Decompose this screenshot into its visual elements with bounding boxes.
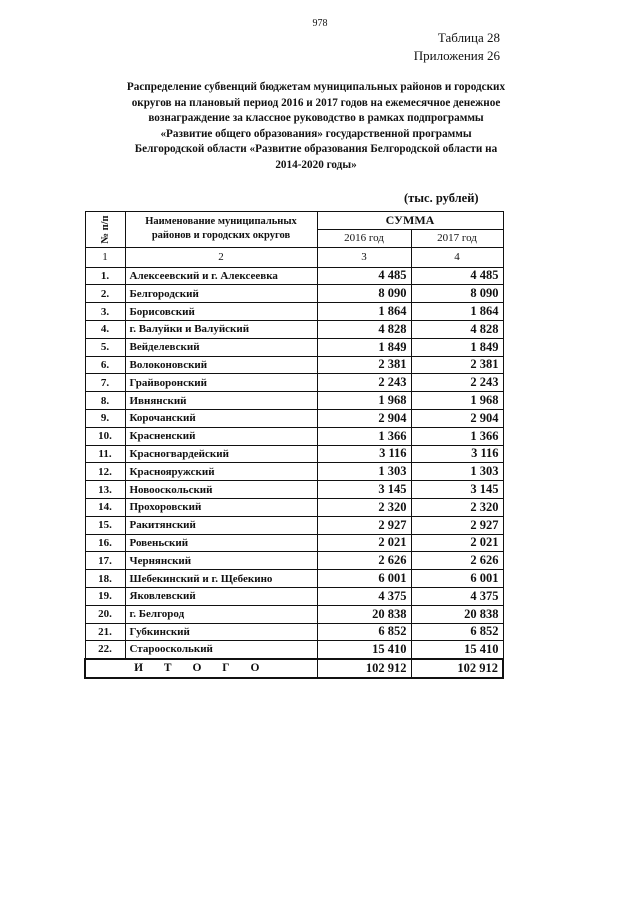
value-2016: 1 968	[317, 392, 411, 410]
value-2017: 4 828	[411, 320, 503, 338]
value-2016: 4 485	[317, 267, 411, 285]
table-row	[85, 445, 503, 463]
table-row	[85, 285, 503, 303]
title-line: «Развитие общего образования» государственной программы	[160, 127, 472, 140]
value-2016: 3 116	[317, 445, 411, 463]
value-2016: 20 838	[317, 605, 411, 623]
value-2016: 2 381	[317, 356, 411, 374]
district-name: Красненский	[125, 427, 317, 445]
table-row	[85, 605, 503, 623]
row-number: 2.	[85, 285, 125, 303]
district-name: Борисовский	[125, 303, 317, 321]
district-name: Ивнянский	[125, 392, 317, 410]
row-number: 9.	[85, 409, 125, 427]
value-2017: 4 375	[411, 587, 503, 605]
title-line: округов на плановый период 2016 и 2017 годов на ежемесячное денежное	[131, 96, 501, 109]
value-2016: 2 243	[317, 374, 411, 392]
table-row	[85, 498, 503, 516]
value-2016: 2 904	[317, 409, 411, 427]
value-2017: 2 381	[411, 356, 503, 374]
table-row	[85, 409, 503, 427]
value-2016: 6 852	[317, 623, 411, 641]
header-sum: СУММА	[317, 212, 503, 230]
header-name: Наименование муниципальных районов и городских округов	[125, 212, 317, 248]
district-name: Губкинский	[125, 623, 317, 641]
table-row	[85, 356, 503, 374]
value-2016: 6 001	[317, 570, 411, 588]
district-name: г. Белгород	[125, 605, 317, 623]
column-index-row	[85, 247, 503, 267]
header-year-2016: 2016 год	[317, 229, 411, 247]
row-number: 7.	[85, 374, 125, 392]
title-line: Распределение субвенций бюджетам муниципальных районов и городских	[126, 81, 506, 93]
row-number: 3.	[85, 303, 125, 321]
value-2016: 4 375	[317, 587, 411, 605]
value-2017: 2 626	[411, 552, 503, 570]
value-2017: 2 243	[411, 374, 503, 392]
table-row	[85, 303, 503, 321]
value-2016: 15 410	[317, 641, 411, 659]
column-index: 2	[125, 247, 317, 267]
value-2017: 2 927	[411, 516, 503, 534]
value-2016: 2 021	[317, 534, 411, 552]
value-2017: 3 116	[411, 445, 503, 463]
district-name: Новооскольский	[125, 481, 317, 499]
value-2017: 3 145	[411, 481, 503, 499]
table-row	[85, 374, 503, 392]
table-row	[85, 641, 503, 659]
value-2016: 8 090	[317, 285, 411, 303]
district-name: Яковлевский	[125, 587, 317, 605]
value-2017: 6 001	[411, 570, 503, 588]
value-2017: 4 485	[411, 267, 503, 285]
value-2017: 1 303	[411, 463, 503, 481]
row-number: 13.	[85, 481, 125, 499]
subvention-table	[84, 211, 504, 679]
table-row	[85, 427, 503, 445]
row-number: 21.	[85, 623, 125, 641]
row-number: 19.	[85, 587, 125, 605]
value-2016: 2 927	[317, 516, 411, 534]
district-name: Ровеньский	[125, 534, 317, 552]
total-2016: 102 912	[317, 659, 411, 678]
value-2017: 2 021	[411, 534, 503, 552]
district-name: г. Валуйки и Валуйский	[125, 320, 317, 338]
table-row	[85, 320, 503, 338]
table-row	[85, 552, 503, 570]
row-number: 10.	[85, 427, 125, 445]
table-row	[85, 623, 503, 641]
district-name: Корочанский	[125, 409, 317, 427]
value-2017: 2 320	[411, 498, 503, 516]
row-number: 14.	[85, 498, 125, 516]
page-number: 978	[312, 18, 328, 29]
column-index: 3	[317, 247, 411, 267]
header-number: № п/п	[85, 212, 125, 248]
value-2017: 1 968	[411, 392, 503, 410]
title-line: вознаграждение за классное руководство в рамках подпрограммы	[148, 112, 484, 124]
header-year-2017: 2017 год	[411, 229, 503, 247]
value-2016: 1 366	[317, 427, 411, 445]
district-name: Алексеевский и г. Алексеевка	[125, 267, 317, 285]
table-row	[85, 534, 503, 552]
value-2017: 1 849	[411, 338, 503, 356]
column-index: 4	[411, 247, 503, 267]
table-row	[85, 338, 503, 356]
table-row	[85, 463, 503, 481]
column-index: 1	[85, 247, 125, 267]
district-name: Красногвардейский	[125, 445, 317, 463]
table-row	[85, 587, 503, 605]
row-number: 12.	[85, 463, 125, 481]
row-number: 4.	[85, 320, 125, 338]
row-number: 1.	[85, 267, 125, 285]
district-name: Вейделевский	[125, 338, 317, 356]
value-2016: 2 626	[317, 552, 411, 570]
value-2016: 4 828	[317, 320, 411, 338]
total-label: И Т О Г О	[85, 659, 317, 678]
value-2017: 8 090	[411, 285, 503, 303]
row-number: 8.	[85, 392, 125, 410]
table-row	[85, 481, 503, 499]
district-name: Ракитянский	[125, 516, 317, 534]
value-2016: 1 303	[317, 463, 411, 481]
district-name: Грайворонский	[125, 374, 317, 392]
district-name: Шебекинский и г. Щебекино	[125, 570, 317, 588]
value-2017: 20 838	[411, 605, 503, 623]
table-label: Таблица 28	[437, 30, 500, 45]
document-title	[86, 80, 546, 173]
row-number: 22.	[85, 641, 125, 659]
row-number: 5.	[85, 338, 125, 356]
row-number: 11.	[85, 445, 125, 463]
district-name: Прохоровский	[125, 498, 317, 516]
title-line: 2014-2020 годы»	[275, 158, 357, 171]
row-number: 6.	[85, 356, 125, 374]
district-name: Белгородский	[125, 285, 317, 303]
total-2017: 102 912	[411, 659, 503, 678]
header-row	[85, 212, 503, 230]
row-number: 18.	[85, 570, 125, 588]
value-2017: 1 864	[411, 303, 503, 321]
table-row	[85, 570, 503, 588]
value-2017: 1 366	[411, 427, 503, 445]
row-number: 15.	[85, 516, 125, 534]
title-line: Белгородской области «Развитие образования Белгородской области на	[134, 143, 498, 155]
district-name: Чернянский	[125, 552, 317, 570]
appendix-label: Приложения 26	[413, 48, 500, 63]
total-row	[85, 659, 503, 678]
row-number: 17.	[85, 552, 125, 570]
district-name: Волоконовский	[125, 356, 317, 374]
value-2017: 2 904	[411, 409, 503, 427]
row-number: 20.	[85, 605, 125, 623]
value-2016: 2 320	[317, 498, 411, 516]
row-number: 16.	[85, 534, 125, 552]
table-row	[85, 267, 503, 285]
value-2016: 3 145	[317, 481, 411, 499]
district-name: Староосколький	[125, 641, 317, 659]
value-2017: 15 410	[411, 641, 503, 659]
district-name: Краснояружский	[125, 463, 317, 481]
table-row	[85, 516, 503, 534]
units-label: (тыс. рублей)	[404, 191, 479, 205]
table-row	[85, 392, 503, 410]
value-2017: 6 852	[411, 623, 503, 641]
value-2016: 1 849	[317, 338, 411, 356]
value-2016: 1 864	[317, 303, 411, 321]
